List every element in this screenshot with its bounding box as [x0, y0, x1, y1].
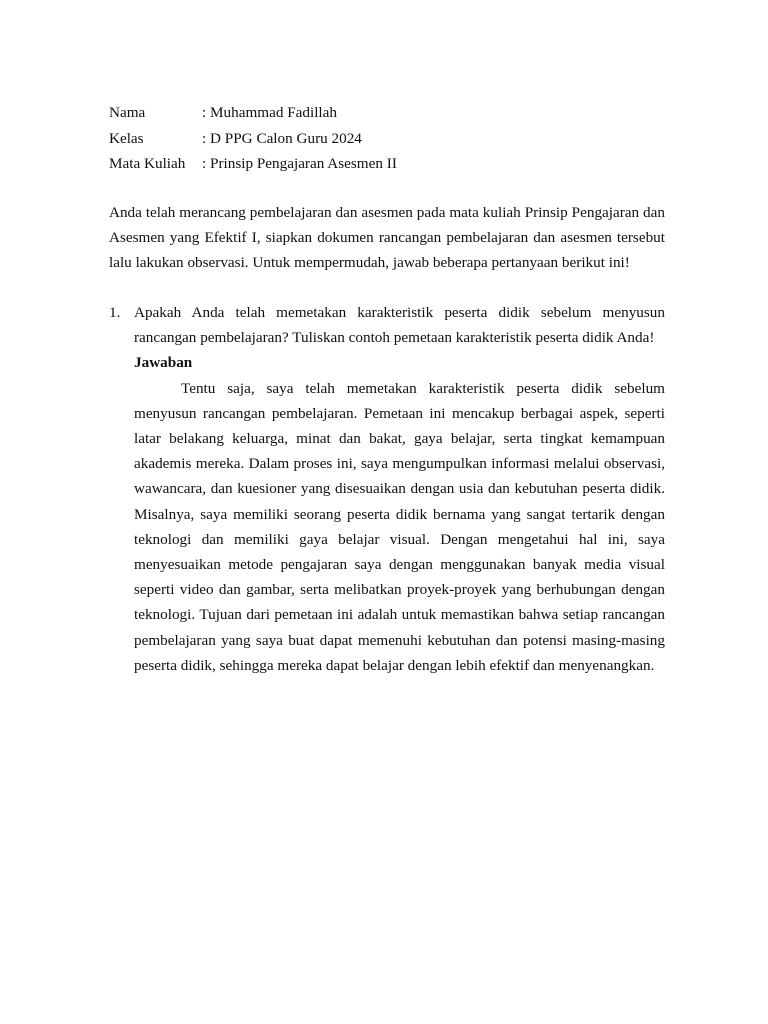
identity-value: : Prinsip Pengajaran Asesmen II [202, 155, 397, 172]
question-body [134, 300, 665, 678]
identity-row-mata-kuliah [109, 151, 669, 177]
answer-heading: Jawaban [134, 354, 193, 372]
identity-row-kelas [109, 126, 669, 152]
question-item [109, 300, 665, 678]
question-text: Apakah Anda telah memetakan karakteristik peserta didik sebelum menyusun rancangan pembelajaran? Tuliskan contoh pemetaan karakteristik peserta didik Anda! [134, 304, 665, 347]
identity-label: Nama [109, 104, 146, 121]
intro-paragraph: Anda telah merancang pembelajaran dan asesmen pada mata kuliah Prinsip Pengajaran dan Asesmen yang Efektif I, siapkan dokumen rancangan pembelajaran dan asesmen tersebut lalu lakukan observasi. Untuk mempermudah, jawab beberapa pertanyaan berikut ini! [109, 204, 665, 272]
identity-block [109, 100, 669, 177]
identity-value: : Muhammad Fadillah [202, 104, 337, 121]
identity-row-nama [109, 100, 669, 126]
question-number: 1. [109, 304, 121, 321]
answer-paragraph: Tentu saja, saya telah memetakan karakteristik peserta didik sebelum menyusun rancangan pembelajaran. Pemetaan ini mencakup berbagai aspek, seperti latar belakang keluarga, minat dan bakat, gaya belajar, serta tingkat kemampuan akademis mereka. Dalam proses ini, saya mengumpulkan informasi melalui observasi, wawancara, dan kuesioner yang disesuaikan dengan usia dan kebutuhan peserta didik. Misalnya, saya memiliki seorang peserta didik bernama yang sangat tertarik dengan teknologi dan memiliki gaya belajar visual. Dengan mengetahui hal ini, saya menyesuaikan metode pengajaran saya dengan menggunakan banyak media visual seperti video dan gambar, serta melibatkan proyek-proyek yang berhubungan dengan teknologi. Tujuan dari pemetaan ini adalah untuk memastikan bahwa setiap rancangan pembelajaran yang saya buat dapat memenuhi kebutuhan dan potensi masing-masing peserta didik, sehingga mereka dapat belajar dengan lebih efektif dan menyenangkan. [134, 379, 665, 674]
identity-label: Kelas [109, 129, 144, 147]
identity-label: Mata Kuliah [109, 155, 186, 172]
identity-value: : D PPG Calon Guru 2024 [202, 129, 362, 147]
